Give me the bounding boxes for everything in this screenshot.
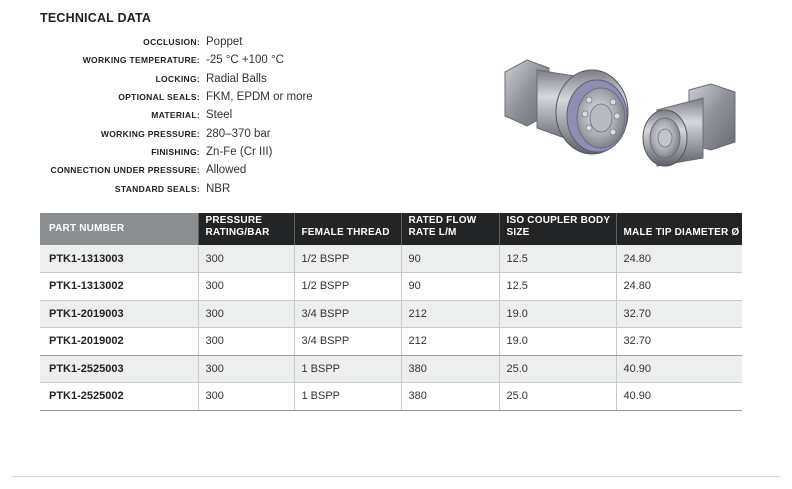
column-header-pressure-rating: PRESSURE RATING/BAR (198, 213, 294, 245)
quick-coupling-product-icon (497, 50, 747, 180)
column-header-male-tip-diameter: MALE TIP DIAMETER Ø (616, 213, 742, 245)
spec-row (0, 51, 313, 69)
table-row (40, 383, 742, 411)
table-cell: 25.0 (499, 383, 616, 411)
table-cell: 25.0 (499, 355, 616, 383)
table-cell: 380 (401, 355, 499, 383)
table-cell: 3/4 BSPP (294, 300, 401, 328)
spec-label: FINISHING: (151, 146, 200, 157)
table-cell: 24.80 (616, 273, 742, 301)
table-cell: 1 BSPP (294, 383, 401, 411)
spec-row (0, 124, 313, 142)
table-cell: 1/2 BSPP (294, 245, 401, 273)
table-cell: 24.80 (616, 245, 742, 273)
spec-value: -25 °C +100 °C (206, 54, 284, 67)
table-cell: 212 (401, 328, 499, 356)
spec-label: CONNECTION UNDER PRESSURE: (50, 165, 200, 176)
spec-row (0, 106, 313, 124)
table-row (40, 273, 742, 301)
column-header-female-thread: FEMALE THREAD (294, 213, 401, 245)
spec-label: LOCKING: (155, 73, 200, 84)
spec-value: 280–370 bar (206, 127, 271, 140)
spec-value: Steel (206, 109, 233, 122)
table-cell: 3/4 BSPP (294, 328, 401, 356)
column-header-iso-body-size: ISO COUPLER BODY SIZE (499, 213, 616, 245)
table-row (40, 355, 742, 383)
table-cell: 300 (198, 245, 294, 273)
spec-value: Allowed (206, 164, 247, 177)
spec-row (0, 70, 313, 88)
table-cell: 300 (198, 383, 294, 411)
table-cell: 12.5 (499, 245, 616, 273)
column-header-part-number: PART NUMBER (40, 213, 198, 245)
table-cell: 380 (401, 383, 499, 411)
table-row (40, 300, 742, 328)
spec-label: OCCLUSION: (143, 37, 200, 48)
table-cell: 300 (198, 328, 294, 356)
spec-label: STANDARD SEALS: (114, 183, 200, 194)
table-header-row (40, 213, 742, 245)
spec-row (0, 179, 313, 197)
part-number-cell: PTK1-2525003 (40, 355, 198, 383)
table-cell: 1 BSPP (294, 355, 401, 383)
female-coupler-icon (505, 60, 628, 154)
table-cell: 212 (401, 300, 499, 328)
table-cell: 40.90 (616, 355, 742, 383)
part-number-cell: PTK1-2525002 (40, 383, 198, 411)
spec-row (0, 161, 313, 179)
part-number-cell: PTK1-2019003 (40, 300, 198, 328)
table-cell: 40.90 (616, 383, 742, 411)
part-number-cell: PTK1-1313002 (40, 273, 198, 301)
table-cell: 1/2 BSPP (294, 273, 401, 301)
section-title: TECHNICAL DATA (40, 11, 152, 25)
table-cell: 300 (198, 355, 294, 383)
divider (12, 476, 780, 477)
table-cell: 32.70 (616, 328, 742, 356)
spec-value: Radial Balls (206, 72, 267, 85)
spec-row (0, 88, 313, 106)
spec-label: MATERIAL: (151, 110, 200, 121)
spec-value: Zn-Fe (Cr III) (206, 145, 273, 158)
part-number-cell: PTK1-2019002 (40, 328, 198, 356)
table-row (40, 328, 742, 356)
column-header-rated-flow: RATED FLOW RATE L/M (401, 213, 499, 245)
spec-list (0, 33, 313, 198)
spec-label: WORKING TEMPERATURE: (82, 55, 200, 66)
table-row (40, 245, 742, 273)
spec-value: Poppet (206, 36, 243, 49)
spec-label: WORKING PRESSURE: (100, 128, 200, 139)
spec-row (0, 143, 313, 161)
table-cell: 12.5 (499, 273, 616, 301)
table-cell: 90 (401, 245, 499, 273)
spec-row (0, 33, 313, 51)
table-cell: 19.0 (499, 328, 616, 356)
table-cell: 32.70 (616, 300, 742, 328)
table-cell: 90 (401, 273, 499, 301)
part-number-cell: PTK1-1313003 (40, 245, 198, 273)
spec-label: OPTIONAL SEALS: (118, 92, 200, 103)
table-cell: 19.0 (499, 300, 616, 328)
table-cell: 300 (198, 273, 294, 301)
table-cell: 300 (198, 300, 294, 328)
male-tip-icon (643, 84, 735, 166)
spec-value: NBR (206, 182, 231, 195)
spec-value: FKM, EPDM or more (206, 91, 313, 104)
parts-table (40, 213, 742, 411)
